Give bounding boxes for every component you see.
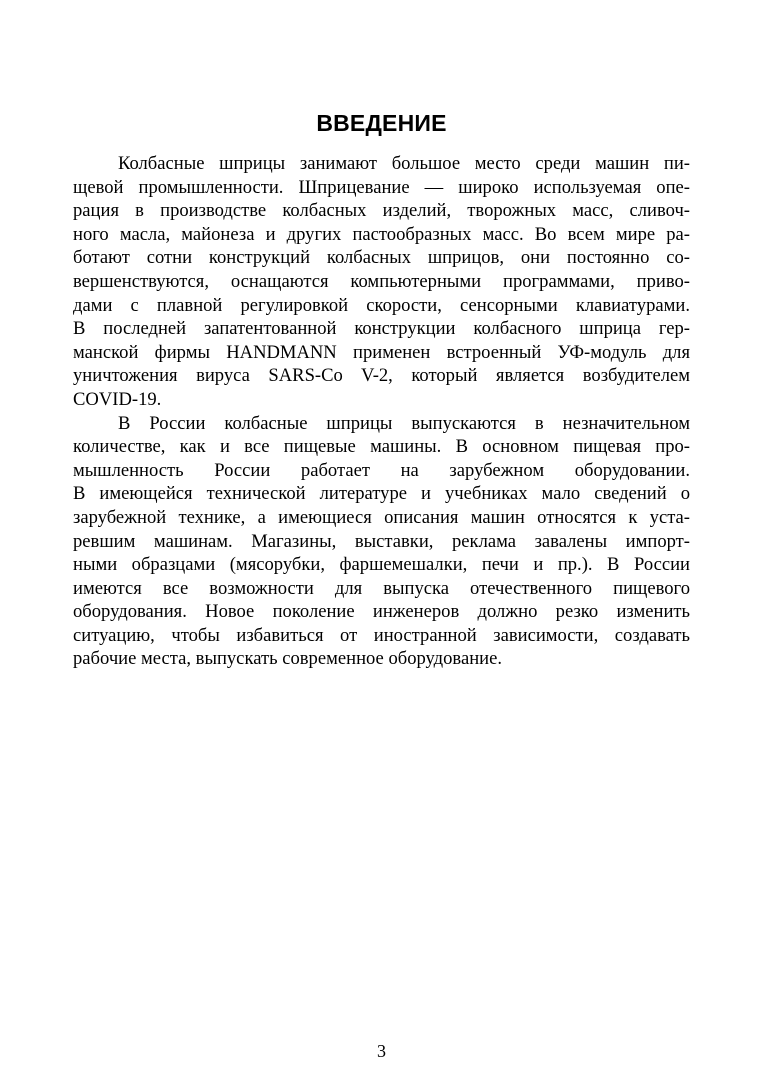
- text-line: имеются все возможности для выпуска отечественного пищевого: [73, 577, 690, 599]
- text-line: В имеющейся технической литературе и учебниках мало сведений о: [73, 483, 690, 505]
- text-line: уничтожения вируса SARS-Co V-2, который является возбудителем: [73, 365, 690, 387]
- text-line: ситуацию, чтобы избавиться от иностранной зависимости, создавать: [73, 624, 690, 646]
- text-line: количестве, как и все пищевые машины. В основном пищевая про-: [73, 436, 690, 458]
- text-line: рация в производстве колбасных изделий, творожных масс, сливоч-: [73, 200, 690, 222]
- text-line: щевой промышленности. Шприцевание — широко используемая опе-: [73, 176, 690, 198]
- page-title: ВВЕДЕНИЕ: [316, 110, 447, 136]
- text-line: ного масла, майонеза и других пастообразных масс. Во всем мире ра-: [73, 223, 690, 245]
- text-line: дами с плавной регулировкой скорости, сенсорными клавиатурами.: [73, 294, 690, 316]
- text-line: В последней запатентованной конструкции колбасного шприца гер-: [73, 318, 690, 340]
- text-line: ными образцами (мясорубки, фаршемешалки, печи и пр.). В России: [73, 554, 690, 576]
- text-line: манской фирмы HANDMANN применен встроенный УФ-модуль для: [73, 341, 690, 363]
- text-line: Колбасные шприцы занимают большое место среди машин пи-: [118, 153, 690, 174]
- text-line: В России колбасные шприцы выпускаются в незначительном: [118, 412, 690, 434]
- text-line: ревшим машинам. Магазины, выставки, реклама завалены импорт-: [73, 530, 690, 552]
- text-line: рабочие места, выпускать современное оборудование.: [73, 648, 503, 670]
- text-line: мышленность России работает на зарубежном оборудовании.: [73, 459, 690, 481]
- text-line: вершенствуются, оснащаются компьютерными программами, приво-: [73, 270, 690, 292]
- page-number: 3: [377, 1041, 386, 1061]
- body-text: [73, 152, 690, 671]
- text-line: COVID-19.: [73, 388, 162, 410]
- text-line: зарубежной технике, а имеющиеся описания машин относятся к уста-: [73, 506, 690, 528]
- text-line: оборудования. Новое поколение инженеров должно резко изменить: [73, 601, 690, 623]
- text-line: ботают сотни конструкций колбасных шприцов, они постоянно со-: [73, 247, 690, 269]
